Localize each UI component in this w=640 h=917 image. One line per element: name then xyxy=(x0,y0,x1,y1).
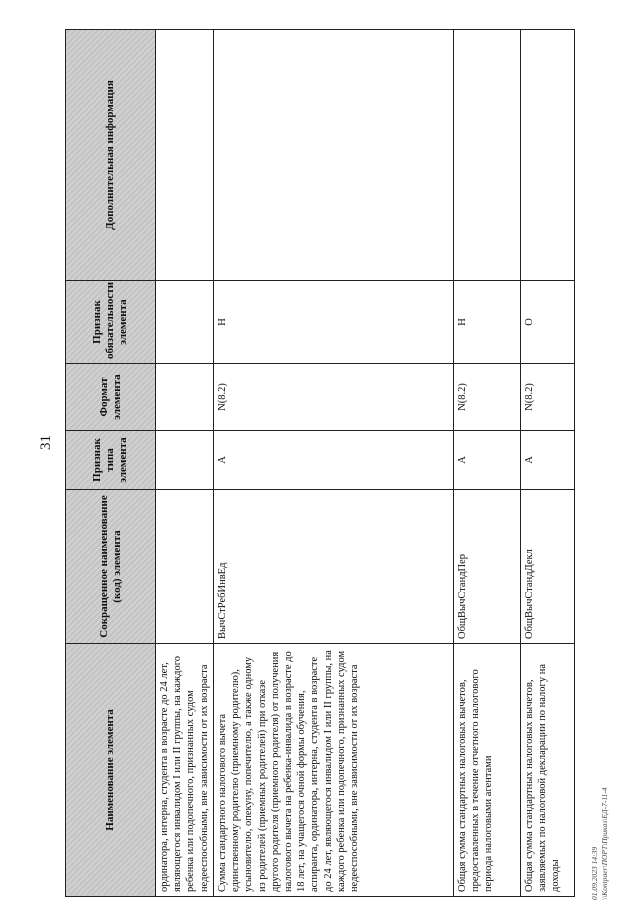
cell-type xyxy=(156,431,214,490)
cell-extra-info xyxy=(214,30,454,281)
header-row xyxy=(66,30,156,897)
cell-short-name: ВычСтРебИнвЕд xyxy=(214,490,454,644)
cell-extra-info xyxy=(454,30,521,281)
cell-name: Общая сумма стандартных налоговых вычетов, предоставленных в течение отчетного налогового периода налоговыми агентами xyxy=(454,644,521,897)
header-short-name: Сокращенное наименование (код) элемента xyxy=(66,490,156,644)
elements-table xyxy=(65,29,575,897)
cell-name: Общая сумма стандартных налоговых вычетов, заявляемых по налоговой декларации по налогу на доходы xyxy=(521,644,575,897)
table-row xyxy=(521,30,575,897)
cell-name: ординатора, интерна, студента в возрасте до 24 лет, являющегося инвалидом I или II группы, на каждого ребенка или подопечного, признанных судом недееспособными, вне зависимости от их возраста xyxy=(156,644,214,897)
cell-required: О xyxy=(521,281,575,364)
header-format: Формат элемента xyxy=(66,364,156,431)
rotated-table-container xyxy=(65,30,574,897)
stamp-date: 01.09.2023 14:39 xyxy=(590,846,599,900)
cell-short-name xyxy=(156,490,214,644)
cell-required: Н xyxy=(454,281,521,364)
header-required: Признак обязательности элемента xyxy=(66,281,156,364)
cell-short-name: ОбщВычСтандПер xyxy=(454,490,521,644)
cell-format: N(8.2) xyxy=(214,364,454,431)
header-extra-info: Дополнительная информация xyxy=(66,30,156,281)
stamp-path: \\Kontpaer\ПОРТ\Приказ\ЕД-7-11-4 xyxy=(600,787,609,900)
cell-required: Н xyxy=(214,281,454,364)
document-stamp xyxy=(590,680,610,900)
table-row xyxy=(156,30,214,897)
cell-required xyxy=(156,281,214,364)
cell-name: Сумма стандартного налогового вычета единственному родителю (приемному родителю), усыновителю, опекуну, попечителю, а также одному из родителей (приемных родителей) при отказе другого родителя (приемного родителя) от получения налогового вычета на ребенка-инвалида в возрасте до 18 лет, на учащегося очной формы обучения, аспиранта, ординатора, интерна, студента в возрасте до 24 лет, являющегося инвалидом I или II группы, на каждого ребенка или подопечного, признанных судом недееспособными, вне зависимости от их возраста xyxy=(214,644,454,897)
cell-type: А xyxy=(454,431,521,490)
cell-type: А xyxy=(214,431,454,490)
cell-extra-info xyxy=(521,30,575,281)
header-type: Признак типа элемента xyxy=(66,431,156,490)
cell-format: N(8.2) xyxy=(454,364,521,431)
cell-format xyxy=(156,364,214,431)
page-number: 31 xyxy=(38,435,54,450)
table-row xyxy=(214,30,454,897)
header-name: Наименование элемента xyxy=(66,644,156,897)
cell-format: N(8.2) xyxy=(521,364,575,431)
cell-type: А xyxy=(521,431,575,490)
table-row xyxy=(454,30,521,897)
cell-extra-info xyxy=(156,30,214,281)
cell-short-name: ОбщВычСтандДекл xyxy=(521,490,575,644)
